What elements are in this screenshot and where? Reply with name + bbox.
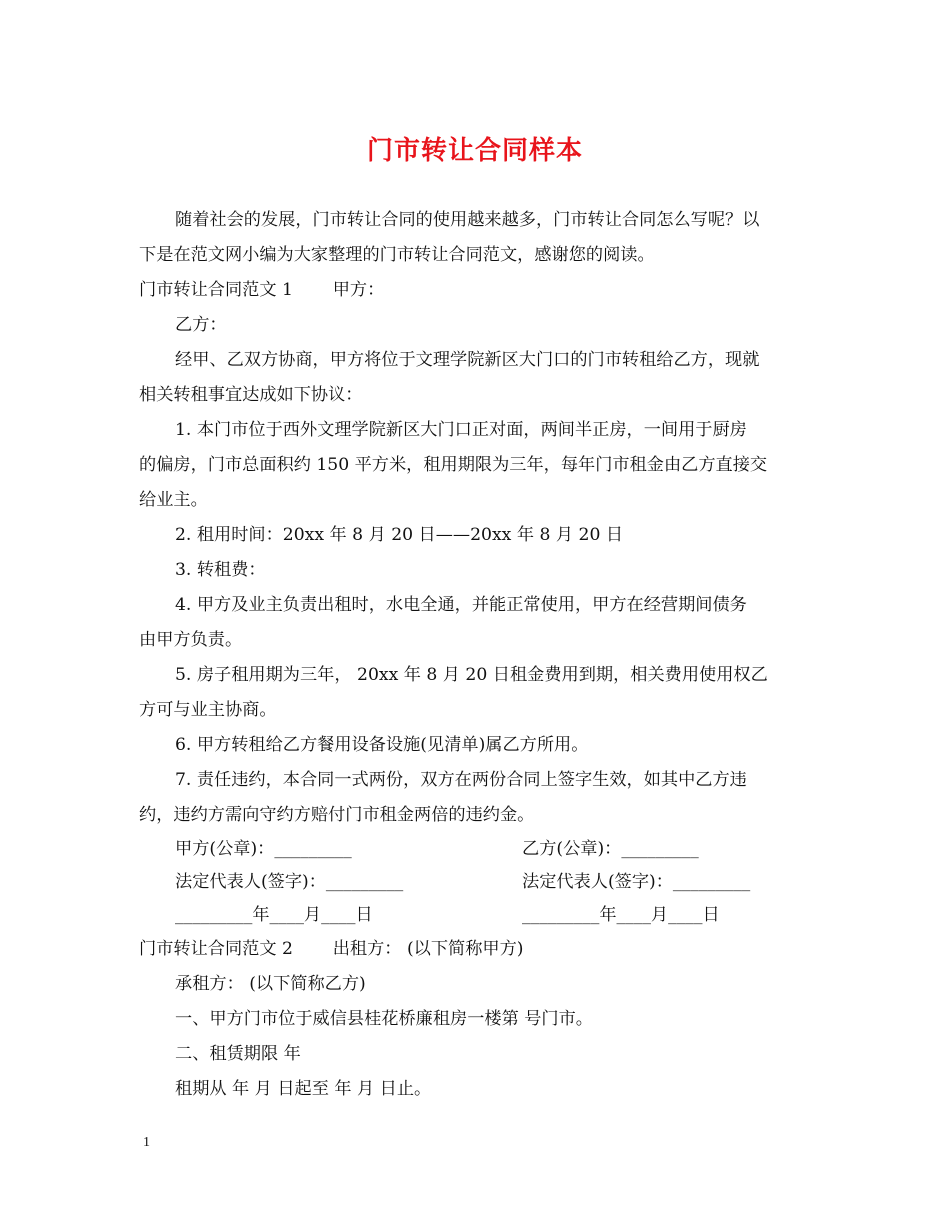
document-title: 门市转让合同样本 — [366, 136, 583, 166]
intro-line: 随着社会的发展，门市转让合同的使用越来越多，门市转让合同怎么写呢？以 — [175, 210, 760, 230]
clause-1-line: 给业主。 — [139, 490, 208, 510]
party-b-representative: 法定代表人(签字)：_________ — [522, 872, 751, 892]
lessee-label: 承租方： (以下简称乙方) — [175, 974, 366, 994]
contract1-header: 门市转让合同范文 1 甲方： — [139, 280, 385, 300]
clause-1-line: 1. 本门市位于西外文理学院新区大门口正对面，两间半正房，一间用于厨房 — [175, 420, 747, 440]
paragraph-line: 相关转租事宜达成如下协议： — [139, 385, 363, 405]
article-2: 二、租赁期限 年 — [175, 1044, 301, 1064]
clause-3: 3. 转租费： — [175, 560, 266, 580]
clause-2: 2. 租用时间：20xx 年 8 月 20 日——20xx 年 8 月 20 日 — [175, 525, 624, 545]
article-1: 一、甲方门市位于威信县桂花桥廉租房一楼第 号门市。 — [175, 1009, 593, 1029]
party-a-representative: 法定代表人(签字)：_________ — [175, 872, 404, 892]
clause-4-line: 4. 甲方及业主负责出租时，水电全通，并能正常使用，甲方在经营期间债务 — [175, 595, 747, 615]
paragraph-line: 经甲、乙双方协商，甲方将位于文理学院新区大门口的门市转租给乙方，现就 — [175, 350, 760, 370]
party-b-seal: 乙方(公章)：_________ — [522, 839, 699, 859]
party-b-date: _________年____月____日 — [522, 905, 720, 925]
document-body — [139, 203, 814, 1107]
party-a-date: _________年____月____日 — [175, 905, 373, 925]
signature-row-seal — [139, 833, 814, 866]
signature-row-date — [139, 899, 814, 932]
clause-6: 6. 甲方转租给乙方餐用设备设施(见清单)属乙方所用。 — [175, 735, 589, 755]
party-b-label: 乙方： — [175, 315, 227, 335]
clause-5-line: 5. 房子租用期为三年， 20xx 年 8 月 20 日租金费用到期，相关费用使用权乙 — [175, 665, 768, 685]
contract2-header: 门市转让合同范文 2 出租方： (以下简称甲方) — [139, 939, 524, 959]
lease-period: 租期从 年 月 日起至 年 月 日止。 — [175, 1079, 432, 1099]
party-a-seal: 甲方(公章)：_________ — [175, 839, 352, 859]
clause-7-line: 7. 责任违约，本合同一式两份，双方在两份合同上签字生效，如其中乙方违 — [175, 770, 747, 790]
intro-line: 下是在范文网小编为大家整理的门市转让合同范文，感谢您的阅读。 — [139, 245, 655, 265]
clause-4-line: 由甲方负责。 — [139, 630, 243, 650]
clause-7-line: 约，违约方需向守约方赔付门市租金两倍的违约金。 — [139, 805, 535, 825]
clause-1-line: 的偏房，门市总面积约 150 平方米，租用期限为三年，每年门市租金由乙方直接交 — [139, 455, 768, 475]
page-number: 1 — [143, 1135, 150, 1150]
signature-row-representative — [139, 866, 814, 899]
clause-5-line: 方可与业主协商。 — [139, 700, 277, 720]
